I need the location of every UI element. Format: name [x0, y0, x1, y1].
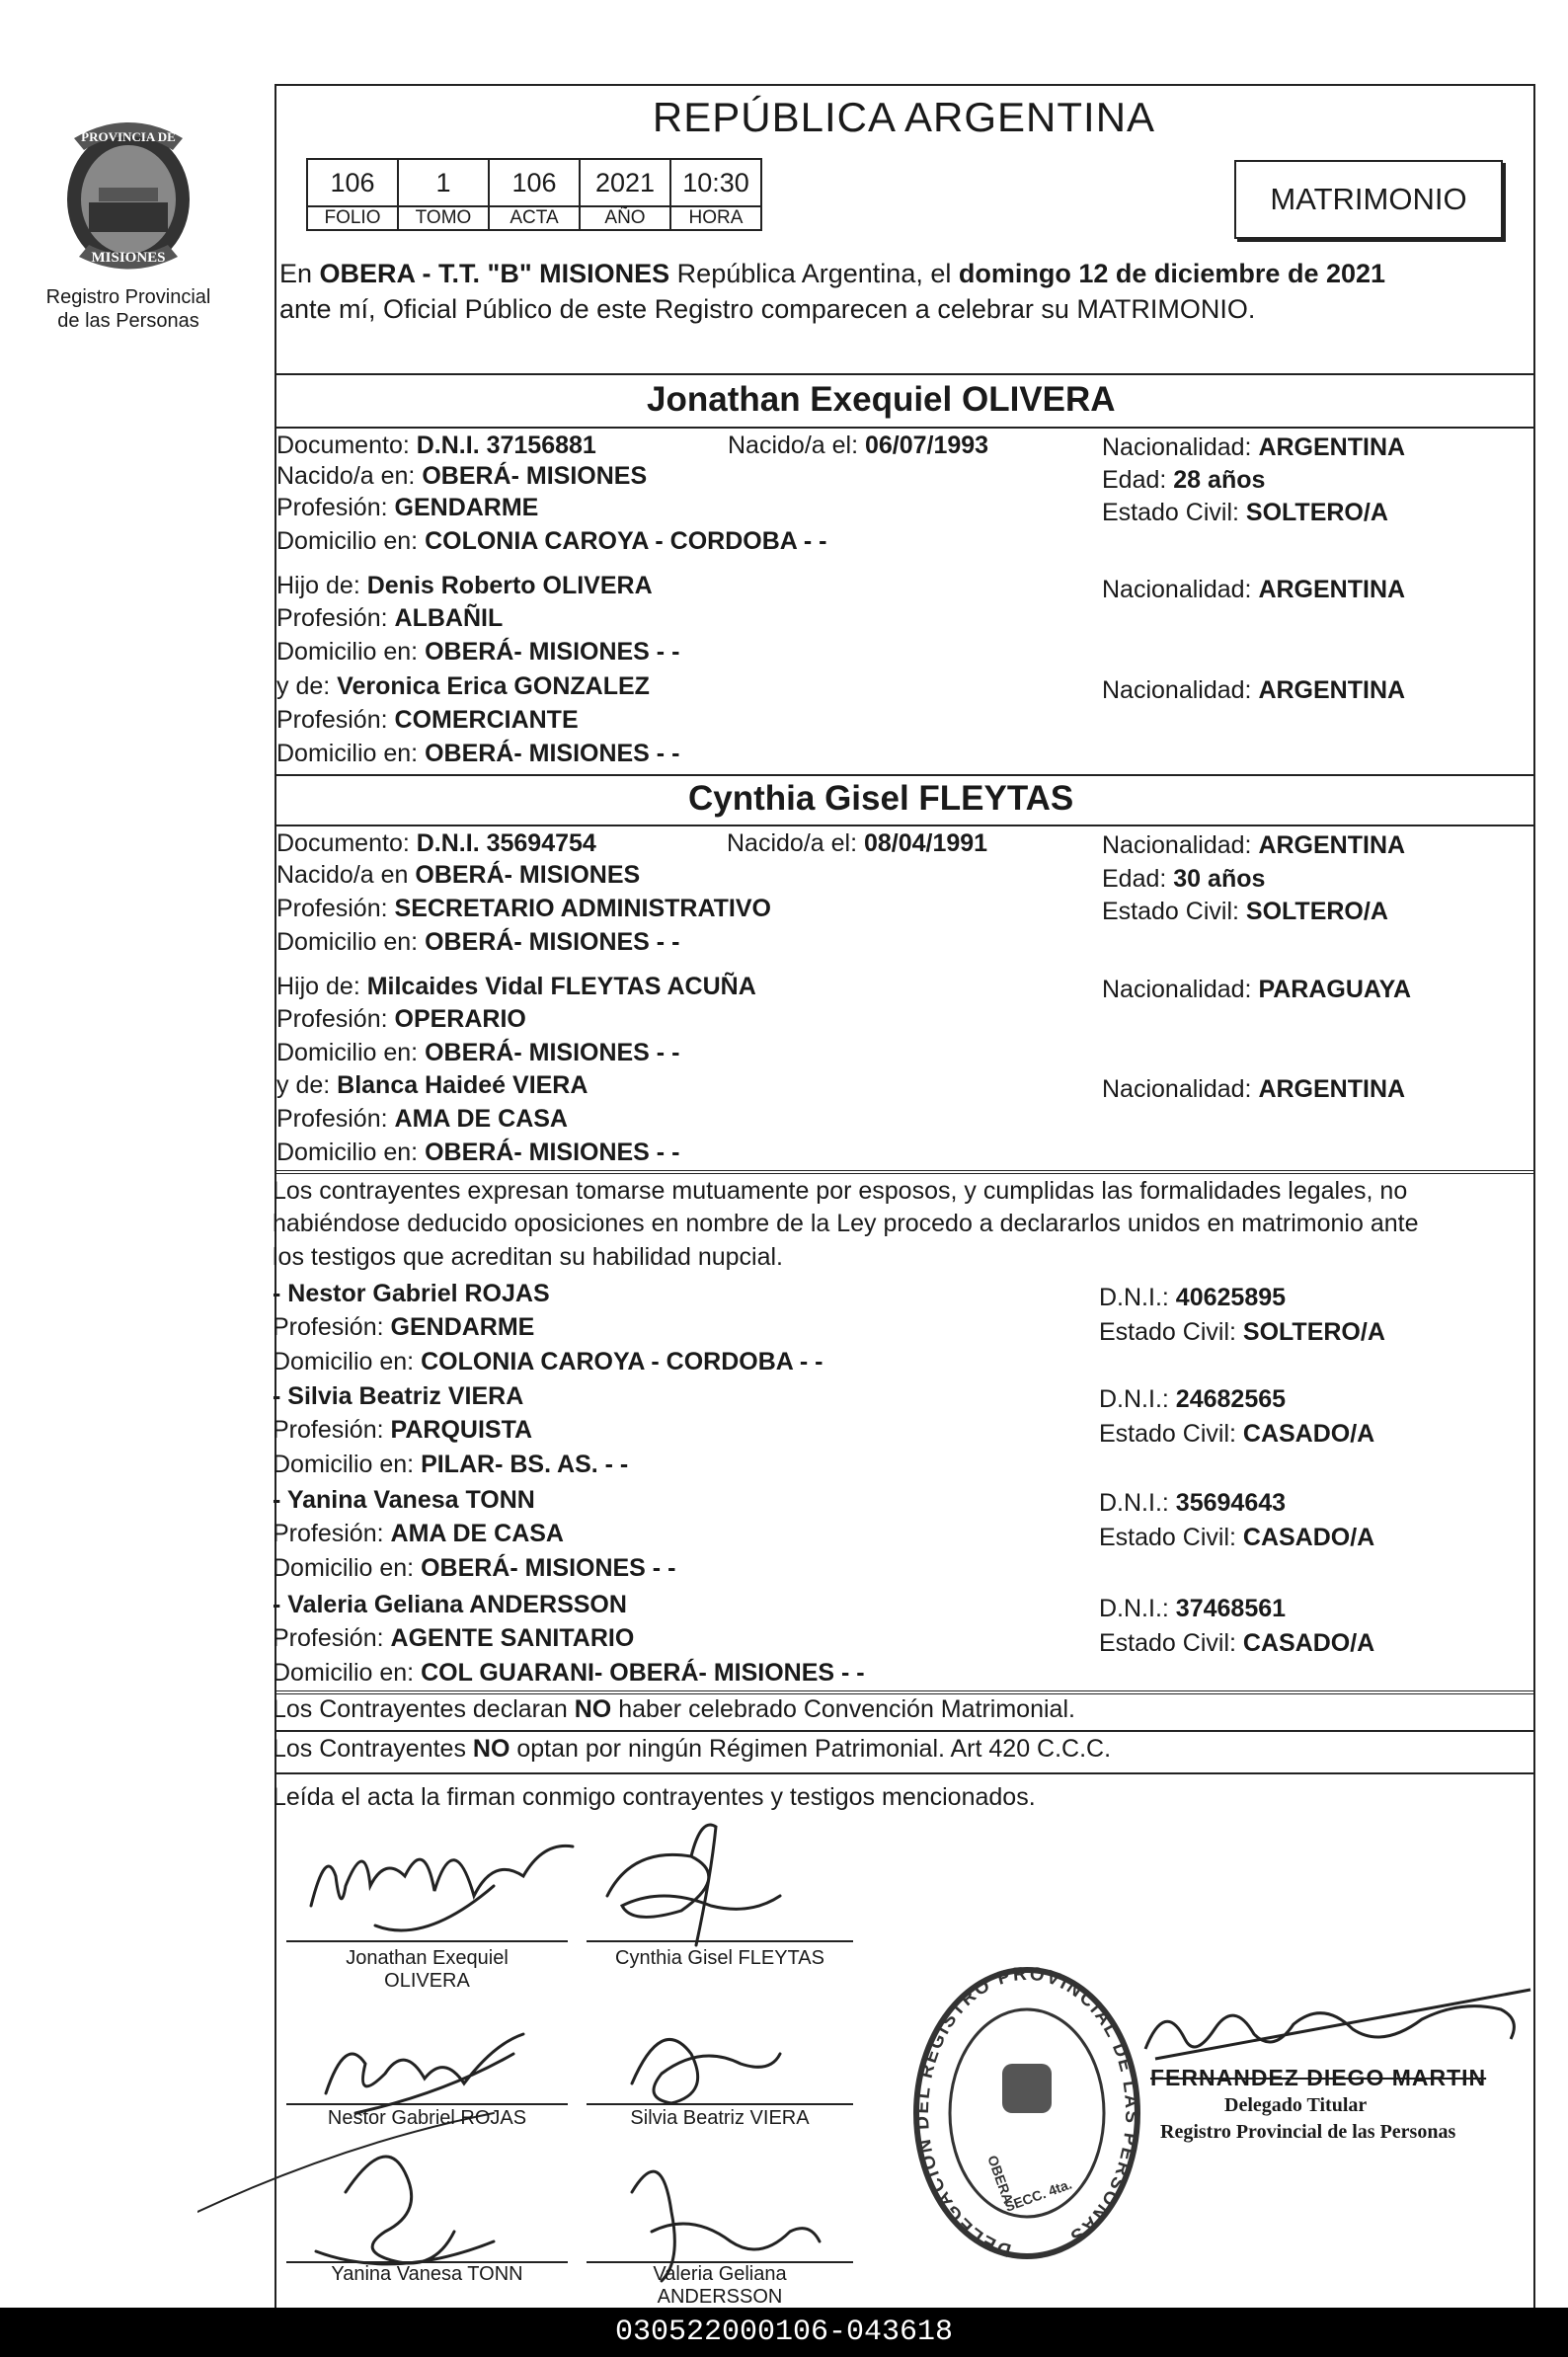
label: Estado Civil:: [1099, 1629, 1243, 1657]
label: D.N.I.:: [1099, 1284, 1176, 1311]
year-value: 2021: [580, 159, 670, 206]
spouse-2-document: [276, 829, 596, 858]
label: Domicilio en:: [276, 1039, 426, 1066]
label: Nacionalidad:: [1102, 576, 1259, 603]
line-1: Nestor Gabriel ROJAS: [327, 2107, 527, 2129]
official-seal-icon: [908, 1960, 1145, 2266]
spouse-2-father: [276, 973, 756, 1001]
label: Domicilio en:: [276, 1139, 426, 1166]
spouse-1-mother-nationality: [1102, 676, 1405, 705]
spouse-1-civil-status: [1102, 499, 1388, 527]
acta-value: 106: [489, 159, 580, 206]
value: AMA DE CASA: [390, 1520, 564, 1547]
label: y de:: [276, 1071, 338, 1099]
signature-name-spouse-1: [286, 1947, 568, 1993]
label: Estado Civil:: [1099, 1524, 1243, 1551]
label: Nacido/a en: [276, 861, 416, 889]
label: Profesión:: [276, 604, 395, 632]
value: Blanca Haideé VIERA: [337, 1071, 588, 1099]
official-role: Delegado Titular: [1224, 2094, 1368, 2116]
value: OBERÁ- MISIONES - -: [425, 1139, 680, 1166]
declaration-line-2: habiéndose deducido oposiciones en nombre de la Ley procedo a declararlos unidos en matrimonio ante: [273, 1210, 1419, 1237]
value: COLONIA CAROYA - CORDOBA - -: [425, 527, 827, 555]
spouse-1-father-nationality: [1102, 576, 1405, 604]
value: Veronica Erica GONZALEZ: [337, 672, 650, 700]
signature-witness-2: [632, 2039, 780, 2103]
value: GENDARME: [394, 494, 539, 521]
value: OBERÁ- MISIONES - -: [425, 740, 680, 767]
value: OPERARIO: [394, 1005, 526, 1033]
line-1: Cynthia Gisel FLEYTAS: [615, 1947, 824, 1969]
reading-statement: Leída el acta la firman conmigo contrayentes y testigos mencionados.: [273, 1783, 1036, 1811]
value: ARGENTINA: [1258, 433, 1406, 461]
label: Profesión:: [276, 1005, 395, 1033]
value: D.N.I. 35694754: [416, 829, 596, 857]
value: 40625895: [1175, 1284, 1287, 1311]
text: optan por ningún Régimen Patrimonial. Art 420 C.C.C.: [510, 1735, 1112, 1763]
label: Profesión:: [273, 1624, 391, 1652]
signature-name-witness-1: [286, 2107, 568, 2130]
label: Estado Civil:: [1102, 499, 1246, 526]
spouse-2-mother-nationality: [1102, 1075, 1405, 1104]
seal-ring-text: DELEGACION DEL REGISTRO PROVINCIAL DE LAS PERSONAS: [911, 1963, 1142, 2261]
line-1: Valeria Geliana: [653, 2263, 787, 2285]
spouse-2-nationality: [1102, 831, 1405, 860]
registry-emblem-icon: [30, 109, 227, 276]
spouse-2-address: [276, 928, 679, 957]
folio-label: FOLIO: [307, 206, 398, 230]
value: OBERÁ- MISIONES - -: [425, 638, 680, 666]
spouse-1-father-address: [276, 638, 679, 667]
value: CASADO/A: [1242, 1524, 1375, 1551]
line-1: Jonathan Exequiel: [346, 1947, 509, 1969]
label: Estado Civil:: [1099, 1420, 1243, 1448]
declaration-line-1: Los contrayentes expresan tomarse mutuamente por esposos, y cumplidas las formalidades legales, no: [273, 1177, 1408, 1205]
spouse-2-birthplace: [276, 861, 640, 890]
witness-2-name: - Silvia Beatriz VIERA: [273, 1382, 524, 1410]
spouse-1-nationality: [1102, 433, 1405, 462]
label: Profesión:: [276, 1105, 395, 1133]
value: OBERÁ- MISIONES - -: [425, 1039, 680, 1066]
spouse-2-profession: [276, 895, 771, 923]
document-code: 030522000106-043618: [0, 2308, 1568, 2357]
spouse-1-document: [276, 432, 596, 460]
label: Domicilio en:: [276, 928, 426, 956]
label: Domicilio en:: [273, 1554, 422, 1582]
spouse-2-mother: [276, 1071, 588, 1100]
value: 06/07/1993: [864, 432, 989, 459]
witness-4-civil-status: [1099, 1629, 1374, 1658]
signatures-area: [197, 1817, 948, 2311]
page-title: REPÚBLICA ARGENTINA: [652, 94, 1156, 140]
label: Nacionalidad:: [1102, 1075, 1259, 1103]
value: 37468561: [1175, 1595, 1287, 1622]
declaration-line-3: los testigos que acreditan su habilidad nupcial.: [273, 1243, 784, 1271]
label: Edad:: [1102, 865, 1174, 893]
label: Nacido/a en:: [276, 462, 423, 490]
emblem-top-text: PROVINCIA DE: [81, 129, 176, 144]
registry-caption: [30, 285, 227, 333]
signature-spouse-1: [311, 1846, 573, 1930]
signature-witness-3: [316, 2157, 494, 2264]
spouse-1-profession: [276, 494, 538, 522]
signature-spouse-2: [607, 1825, 780, 1945]
label: Hijo de:: [276, 973, 367, 1000]
label: Profesión:: [273, 1520, 391, 1547]
value: 08/04/1991: [863, 829, 988, 857]
label: y de:: [276, 672, 338, 700]
witness-4-dni: [1099, 1595, 1286, 1623]
value: CASADO/A: [1242, 1420, 1375, 1448]
witness-3-name: - Yanina Vanesa TONN: [273, 1486, 535, 1514]
label: Nacionalidad:: [1102, 976, 1259, 1003]
signature-name-spouse-2: [587, 1947, 853, 1970]
label: Profesión:: [273, 1313, 391, 1341]
registry-caption-line-2: de las Personas: [57, 310, 199, 332]
value: SOLTERO/A: [1242, 1318, 1385, 1346]
intro-line-2: ante mí, Oficial Público de este Registro comparecen a celebrar su MATRIMONIO.: [279, 294, 1256, 324]
label: Profesión:: [276, 706, 395, 734]
label: Estado Civil:: [1102, 898, 1246, 925]
value: OBERÁ- MISIONES - -: [425, 928, 680, 956]
label: Nacionalidad:: [1102, 831, 1259, 859]
line-1: Yanina Vanesa TONN: [331, 2263, 523, 2285]
spouse-1-birthdate: [728, 432, 988, 460]
witness-4-address: [273, 1659, 865, 1688]
spouse-2-father-profession: [276, 1005, 526, 1034]
spouse-1-address: [276, 527, 826, 556]
value: ARGENTINA: [1258, 576, 1406, 603]
emphasis: NO: [472, 1735, 510, 1763]
witness-2-profession: [273, 1416, 532, 1445]
label: Domicilio en:: [273, 1348, 422, 1375]
label: Domicilio en:: [276, 527, 426, 555]
value: SOLTERO/A: [1245, 898, 1388, 925]
label: Domicilio en:: [276, 740, 426, 767]
label: Domicilio en:: [276, 638, 426, 666]
value: OBERÁ- MISIONES - -: [421, 1554, 676, 1582]
text: Los Contrayentes declaran: [273, 1695, 575, 1723]
spouse-1-father: [276, 572, 653, 600]
label: Documento:: [276, 829, 417, 857]
value: AMA DE CASA: [394, 1105, 568, 1133]
value: 28 años: [1173, 466, 1266, 494]
emblem-bottom-text: MISIONES: [91, 250, 166, 266]
value: SOLTERO/A: [1245, 499, 1388, 526]
signature-witness-1: [326, 2034, 523, 2113]
spouse-2-name: Cynthia Gisel FLEYTAS: [688, 779, 1074, 818]
label: Profesión:: [276, 895, 395, 922]
witness-1-profession: [273, 1313, 534, 1342]
value: CASADO/A: [1242, 1629, 1375, 1657]
label: Estado Civil:: [1099, 1318, 1243, 1346]
emphasis: NO: [574, 1695, 612, 1723]
witness-3-address: [273, 1554, 675, 1583]
witness-1-dni: [1099, 1284, 1286, 1312]
label: D.N.I.:: [1099, 1595, 1176, 1622]
witness-3-profession: [273, 1520, 564, 1548]
label: Nacido/a el:: [728, 432, 865, 459]
spouse-2-civil-status: [1102, 898, 1388, 926]
witness-2-dni: [1099, 1385, 1286, 1414]
label: Edad:: [1102, 466, 1174, 494]
value: PILAR- BS. AS. - -: [421, 1451, 629, 1478]
document-type: MATRIMONIO: [1270, 182, 1467, 216]
tomo-value: 1: [398, 159, 489, 206]
value: 35694643: [1175, 1489, 1287, 1517]
signature-name-witness-2: [587, 2107, 853, 2130]
value: D.N.I. 37156881: [416, 432, 596, 459]
spouse-1-name: Jonathan Exequiel OLIVERA: [647, 380, 1116, 419]
label: Hijo de:: [276, 572, 367, 599]
label: Documento:: [276, 432, 417, 459]
label: D.N.I.:: [1099, 1385, 1176, 1413]
label: Nacionalidad:: [1102, 433, 1259, 461]
value: ARGENTINA: [1258, 1075, 1406, 1103]
value: PARAGUAYA: [1258, 976, 1412, 1003]
value: AGENTE SANITARIO: [390, 1624, 635, 1652]
official-name: FERNANDEZ DIEGO MARTIN: [1150, 2065, 1487, 2090]
convention-statement: [273, 1695, 1075, 1724]
value: OBERÁ- MISIONES: [415, 861, 641, 889]
registry-record-table: [306, 158, 762, 231]
spouse-2-mother-profession: [276, 1105, 568, 1134]
value: PARQUISTA: [390, 1416, 533, 1444]
text: haber celebrado Convención Matrimonial.: [611, 1695, 1075, 1723]
tomo-label: TOMO: [398, 206, 489, 230]
value: COLONIA CAROYA - CORDOBA - -: [421, 1348, 823, 1375]
registry-caption-line-1: Registro Provincial: [45, 286, 211, 308]
seal-center-text-2: SECC. 4ta.: [1002, 2175, 1074, 2215]
witness-4-profession: [273, 1624, 634, 1653]
value: ARGENTINA: [1258, 831, 1406, 859]
intro-line-1: [279, 259, 1385, 289]
witness-3-civil-status: [1099, 1524, 1374, 1552]
spouse-2-father-nationality: [1102, 976, 1411, 1004]
witness-1-civil-status: [1099, 1318, 1385, 1347]
value: 24682565: [1175, 1385, 1287, 1413]
label: Profesión:: [273, 1416, 391, 1444]
folio-value: 106: [307, 159, 398, 206]
spouse-2-father-address: [276, 1039, 679, 1067]
intro-text: En: [279, 259, 320, 288]
label: D.N.I.:: [1099, 1489, 1176, 1517]
value: Milcaides Vidal FLEYTAS ACUÑA: [366, 973, 756, 1000]
value: Denis Roberto OLIVERA: [366, 572, 653, 599]
spouse-1-mother-profession: [276, 706, 579, 735]
witness-1-address: [273, 1348, 823, 1376]
registry-logo: [30, 109, 227, 336]
value: 30 años: [1173, 865, 1266, 893]
witness-2-address: [273, 1451, 628, 1479]
value: SECRETARIO ADMINISTRATIVO: [394, 895, 771, 922]
value: COL GUARANI- OBERÁ- MISIONES - -: [421, 1659, 865, 1687]
time-value: 10:30: [670, 159, 761, 206]
spouse-1-birthplace: [276, 462, 647, 491]
label: Nacionalidad:: [1102, 676, 1259, 704]
label: Profesión:: [276, 494, 395, 521]
witness-1-name: - Nestor Gabriel ROJAS: [273, 1280, 550, 1307]
intro-place: OBERA - T.T. "B" MISIONES: [319, 259, 670, 288]
signature-official: [1126, 1980, 1540, 2074]
official-organization: Registro Provincial de las Personas: [1160, 2121, 1456, 2143]
value: COMERCIANTE: [394, 706, 579, 734]
value: ALBAÑIL: [394, 604, 504, 632]
line-2: OLIVERA: [384, 1970, 470, 1992]
witness-2-civil-status: [1099, 1420, 1374, 1449]
value: ARGENTINA: [1258, 676, 1406, 704]
signature-name-witness-3: [286, 2263, 568, 2286]
signature-name-witness-4: [587, 2263, 853, 2309]
value: GENDARME: [390, 1313, 535, 1341]
document-type-box: [1234, 160, 1503, 239]
label: Domicilio en:: [273, 1451, 422, 1478]
spouse-1-mother-address: [276, 740, 679, 768]
spouse-1-age: [1102, 466, 1265, 495]
spouse-2-age: [1102, 865, 1265, 894]
time-label: HORA: [670, 206, 761, 230]
witness-3-dni: [1099, 1489, 1286, 1518]
line-2: ANDERSSON: [657, 2286, 783, 2308]
spouse-2-mother-address: [276, 1139, 679, 1167]
intro-text-2: República Argentina, el: [669, 259, 959, 288]
label: Nacido/a el:: [727, 829, 864, 857]
regime-statement: [273, 1735, 1111, 1764]
value: OBERÁ- MISIONES: [422, 462, 648, 490]
year-label: AÑO: [580, 206, 670, 230]
spouse-1-mother: [276, 672, 650, 701]
text: Los Contrayentes: [273, 1735, 473, 1763]
seal-center-text-1: OBERA: [984, 2153, 1017, 2206]
witness-4-name: - Valeria Geliana ANDERSSON: [273, 1591, 627, 1618]
line-1: Silvia Beatriz VIERA: [630, 2107, 810, 2129]
spouse-2-birthdate: [727, 829, 987, 858]
label: Domicilio en:: [273, 1659, 422, 1687]
acta-label: ACTA: [489, 206, 580, 230]
intro-date: domingo 12 de diciembre de 2021: [958, 259, 1386, 288]
spouse-1-father-profession: [276, 604, 503, 633]
